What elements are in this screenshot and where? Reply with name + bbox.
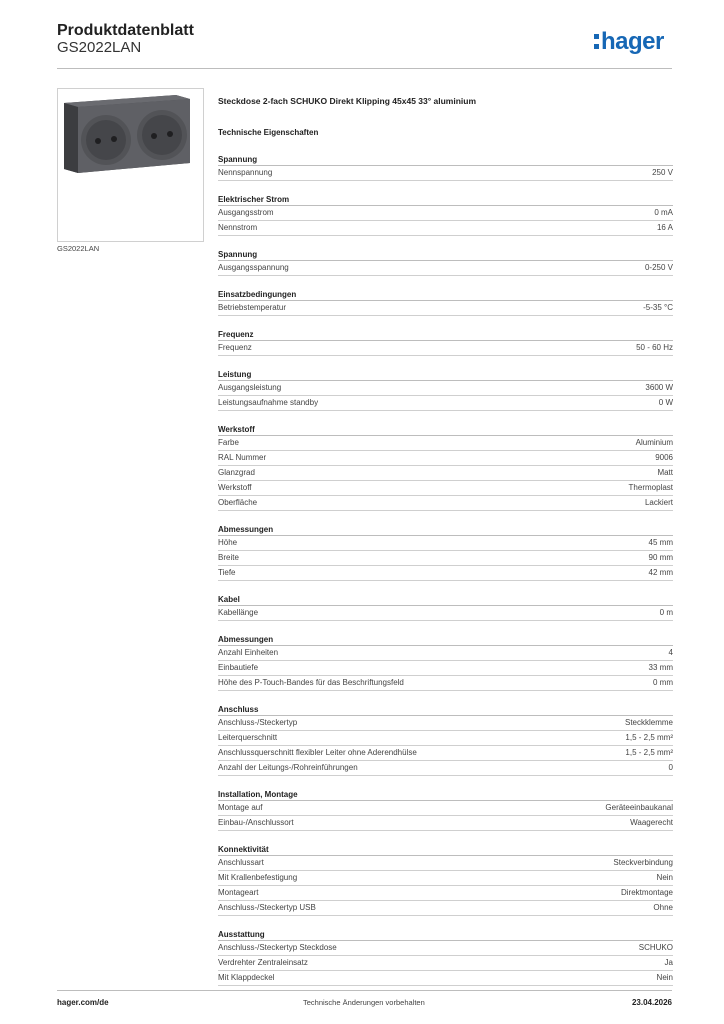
footer-divider <box>57 990 672 991</box>
section-title: Spannung <box>218 249 673 261</box>
property-label: Anzahl Einheiten <box>218 648 279 657</box>
property-label: Mit Klappdeckel <box>218 973 275 982</box>
property-row <box>218 676 673 691</box>
section-spacer <box>218 511 673 520</box>
property-row <box>218 221 673 236</box>
technical-properties-heading: Technische Eigenschaften <box>218 128 319 137</box>
property-label: Glanzgrad <box>218 468 255 477</box>
property-value: 0 <box>668 763 673 772</box>
property-value: 90 mm <box>648 553 673 562</box>
property-value: Steckverbindung <box>613 858 673 867</box>
property-row <box>218 746 673 761</box>
section-title: Installation, Montage <box>218 789 673 801</box>
property-label: Nennspannung <box>218 168 273 177</box>
property-row <box>218 496 673 511</box>
property-value: 3600 W <box>645 383 673 392</box>
property-value: Ohne <box>653 903 673 912</box>
property-value: Geräteeinbaukanal <box>605 803 673 812</box>
property-label: Montage auf <box>218 803 263 812</box>
property-row <box>218 551 673 566</box>
property-value: Ja <box>664 958 673 967</box>
property-section <box>218 369 673 411</box>
property-section <box>218 929 673 986</box>
property-row <box>218 451 673 466</box>
property-label: Leistungsaufnahme standby <box>218 398 319 407</box>
property-label: Betriebstemperatur <box>218 303 287 312</box>
property-row <box>218 261 673 276</box>
property-section <box>218 704 673 776</box>
property-row <box>218 646 673 661</box>
property-label: Anschluss-/Steckertyp USB <box>218 903 316 912</box>
property-row <box>218 566 673 581</box>
property-value: 250 V <box>652 168 673 177</box>
property-row <box>218 606 673 621</box>
footer-website[interactable]: hager.com/de <box>57 998 109 1007</box>
section-spacer <box>218 181 673 190</box>
property-section <box>218 844 673 916</box>
property-value: 0 mA <box>654 208 673 217</box>
property-label: Höhe <box>218 538 238 547</box>
footer-date: 23.04.2026 <box>631 998 672 1007</box>
property-row <box>218 661 673 676</box>
property-label: Anzahl der Leitungs-/Rohreinführungen <box>218 763 358 772</box>
property-value: Thermoplast <box>628 483 673 492</box>
property-value: 0 W <box>658 398 673 407</box>
property-row <box>218 871 673 886</box>
logo-text: hager <box>601 28 664 55</box>
property-value: 50 - 60 Hz <box>636 343 673 352</box>
logo-dots-icon <box>594 34 599 50</box>
property-value: 0 mm <box>653 678 673 687</box>
image-caption: GS2022LAN <box>57 244 100 253</box>
property-label: Nennstrom <box>218 223 258 232</box>
section-spacer <box>218 356 673 365</box>
property-label: Ausgangsleistung <box>218 383 282 392</box>
property-section <box>218 634 673 691</box>
product-title: Steckdose 2-fach SCHUKO Direkt Klipping 45x45 33° aluminium <box>218 96 477 106</box>
property-value: 42 mm <box>648 568 673 577</box>
article-number: GS2022LAN <box>57 39 142 56</box>
section-title: Einsatzbedingungen <box>218 289 673 301</box>
section-spacer <box>218 621 673 630</box>
property-row <box>218 716 673 731</box>
property-value: 45 mm <box>648 538 673 547</box>
property-label: Werkstoff <box>218 483 252 492</box>
property-value: Steckklemme <box>624 718 673 727</box>
property-value: -5-35 °C <box>643 303 673 312</box>
property-row <box>218 886 673 901</box>
property-value: Direktmontage <box>620 888 673 897</box>
property-row <box>218 536 673 551</box>
property-row <box>218 761 673 776</box>
property-section <box>218 594 673 621</box>
property-label: Anschlussquerschnitt flexibler Leiter ohne Aderendhülse <box>218 748 417 757</box>
property-label: Einbau-/Anschlussort <box>218 818 294 827</box>
property-value: 0 m <box>659 608 673 617</box>
property-row <box>218 381 673 396</box>
property-value: 4 <box>668 648 673 657</box>
section-title: Frequenz <box>218 329 673 341</box>
property-label: Kabellänge <box>218 608 259 617</box>
property-value: Aluminium <box>635 438 673 447</box>
property-value: SCHUKO <box>638 943 673 952</box>
property-label: RAL Nummer <box>218 453 267 462</box>
section-spacer <box>218 776 673 785</box>
section-title: Konnektivität <box>218 844 673 856</box>
property-label: Mit Krallenbefestigung <box>218 873 298 882</box>
property-section <box>218 329 673 356</box>
property-row <box>218 941 673 956</box>
property-value: 0-250 V <box>644 263 673 272</box>
property-section <box>218 154 673 181</box>
property-row <box>218 856 673 871</box>
property-row <box>218 816 673 831</box>
property-label: Ausgangsspannung <box>218 263 289 272</box>
product-image <box>57 88 204 242</box>
property-section <box>218 424 673 511</box>
section-title: Kabel <box>218 594 673 606</box>
property-section <box>218 194 673 236</box>
property-row <box>218 466 673 481</box>
property-label: Tiefe <box>218 568 236 577</box>
property-label: Montageart <box>218 888 259 897</box>
property-value: 16 A <box>656 223 673 232</box>
section-spacer <box>218 236 673 245</box>
section-spacer <box>218 411 673 420</box>
property-row <box>218 301 673 316</box>
property-value: 1,5 - 2,5 mm² <box>625 748 673 757</box>
property-row <box>218 436 673 451</box>
property-label: Höhe des P-Touch-Bandes für das Beschriftungsfeld <box>218 678 404 687</box>
section-spacer <box>218 916 673 925</box>
property-row <box>218 206 673 221</box>
section-title: Elektrischer Strom <box>218 194 673 206</box>
property-row <box>218 801 673 816</box>
property-row <box>218 956 673 971</box>
document-title: Produktdatenblatt <box>57 22 194 39</box>
property-value: 33 mm <box>648 663 673 672</box>
section-spacer <box>218 691 673 700</box>
property-label: Verdrehter Zentraleinsatz <box>218 958 308 967</box>
section-title: Anschluss <box>218 704 673 716</box>
property-label: Einbautiefe <box>218 663 259 672</box>
property-label: Anschlussart <box>218 858 264 867</box>
property-section <box>218 249 673 276</box>
property-label: Anschluss-/Steckertyp Steckdose <box>218 943 337 952</box>
property-value: Matt <box>657 468 673 477</box>
property-label: Anschluss-/Steckertyp <box>218 718 298 727</box>
property-label: Farbe <box>218 438 239 447</box>
property-row <box>218 396 673 411</box>
property-label: Ausgangsstrom <box>218 208 274 217</box>
hager-logo <box>594 28 664 56</box>
socket-illustration <box>58 89 203 241</box>
property-value: 1,5 - 2,5 mm² <box>625 733 673 742</box>
property-value: Nein <box>656 973 673 982</box>
property-label: Oberfläche <box>218 498 258 507</box>
property-row <box>218 971 673 986</box>
section-title: Abmessungen <box>218 634 673 646</box>
property-label: Breite <box>218 553 239 562</box>
property-section <box>218 789 673 831</box>
property-section <box>218 289 673 316</box>
section-spacer <box>218 581 673 590</box>
property-value: Lackiert <box>644 498 673 507</box>
header-divider <box>57 68 672 69</box>
datasheet-content <box>218 96 673 986</box>
property-row <box>218 731 673 746</box>
section-title: Abmessungen <box>218 524 673 536</box>
section-title: Ausstattung <box>218 929 673 941</box>
property-row <box>218 341 673 356</box>
section-title: Werkstoff <box>218 424 673 436</box>
section-spacer <box>218 831 673 840</box>
property-sections <box>218 154 673 986</box>
property-label: Leiterquerschnitt <box>218 733 278 742</box>
section-title: Spannung <box>218 154 673 166</box>
property-row <box>218 166 673 181</box>
section-spacer <box>218 316 673 325</box>
property-row <box>218 481 673 496</box>
property-label: Frequenz <box>218 343 252 352</box>
section-title: Leistung <box>218 369 673 381</box>
property-value: Nein <box>656 873 673 882</box>
property-section <box>218 524 673 581</box>
property-row <box>218 901 673 916</box>
footer-disclaimer: Technische Änderungen vorbehalten <box>303 998 425 1007</box>
property-value: Waagerecht <box>630 818 673 827</box>
property-value: 9006 <box>655 453 673 462</box>
section-spacer <box>218 276 673 285</box>
